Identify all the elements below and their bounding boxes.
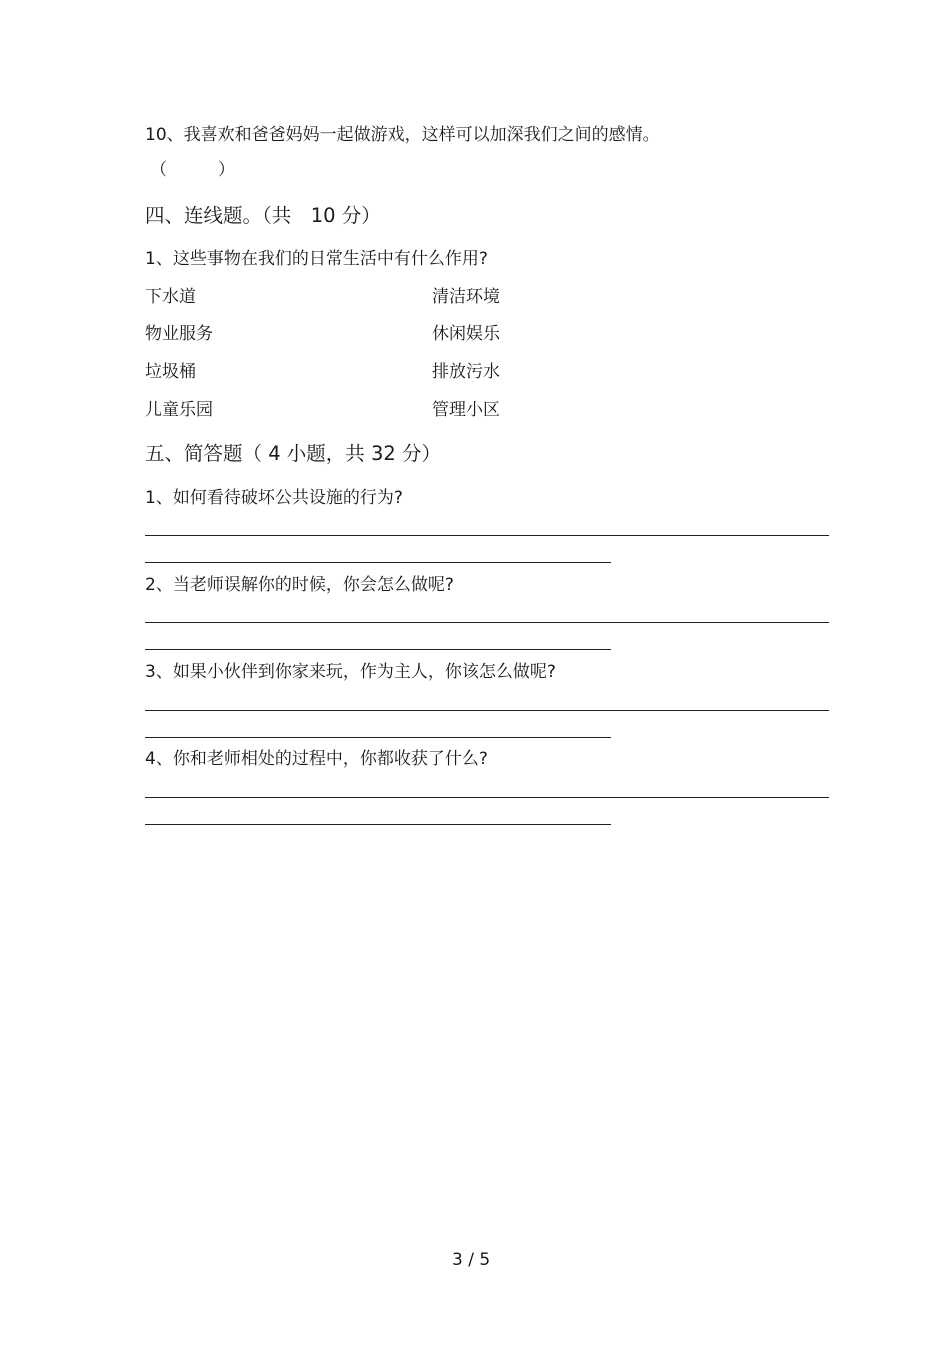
answer-line <box>145 710 829 711</box>
short-answer-question: 3、如果小伙伴到你家来玩，作为主人，你该怎么做呢? <box>145 662 556 682</box>
right-item: 清洁环境 <box>432 287 500 307</box>
answer-line <box>145 622 829 623</box>
answer-line <box>145 562 611 563</box>
left-item: 儿童乐园 <box>145 400 213 420</box>
page-number: 3 / 5 <box>452 1250 491 1270</box>
right-item: 排放污水 <box>432 362 500 382</box>
left-item: 垃圾桶 <box>145 362 196 382</box>
right-item: 管理小区 <box>432 400 500 420</box>
answer-blank: （ ） <box>150 160 235 180</box>
question-10-text: 10、我喜欢和爸爸妈妈一起做游戏，这样可以加深我们之间的感情。 <box>145 125 660 145</box>
answer-line <box>145 649 611 650</box>
section-5-heading: 五、简答题（ 4 小题，共 32 分） <box>145 442 442 465</box>
section-4-heading: 四、连线题。（共 10 分） <box>145 204 381 227</box>
answer-line <box>145 737 611 738</box>
matching-question: 1、这些事物在我们的日常生活中有什么作用? <box>145 249 488 269</box>
right-item: 休闲娱乐 <box>432 324 500 344</box>
answer-line <box>145 797 829 798</box>
answer-line <box>145 824 611 825</box>
answer-line <box>145 535 829 536</box>
short-answer-question: 1、如何看待破坏公共设施的行为? <box>145 488 403 508</box>
left-item: 下水道 <box>145 287 196 307</box>
short-answer-question: 2、当老师误解你的时候，你会怎么做呢? <box>145 575 454 595</box>
short-answer-question: 4、你和老师相处的过程中，你都收获了什么? <box>145 749 488 769</box>
left-item: 物业服务 <box>145 324 213 344</box>
